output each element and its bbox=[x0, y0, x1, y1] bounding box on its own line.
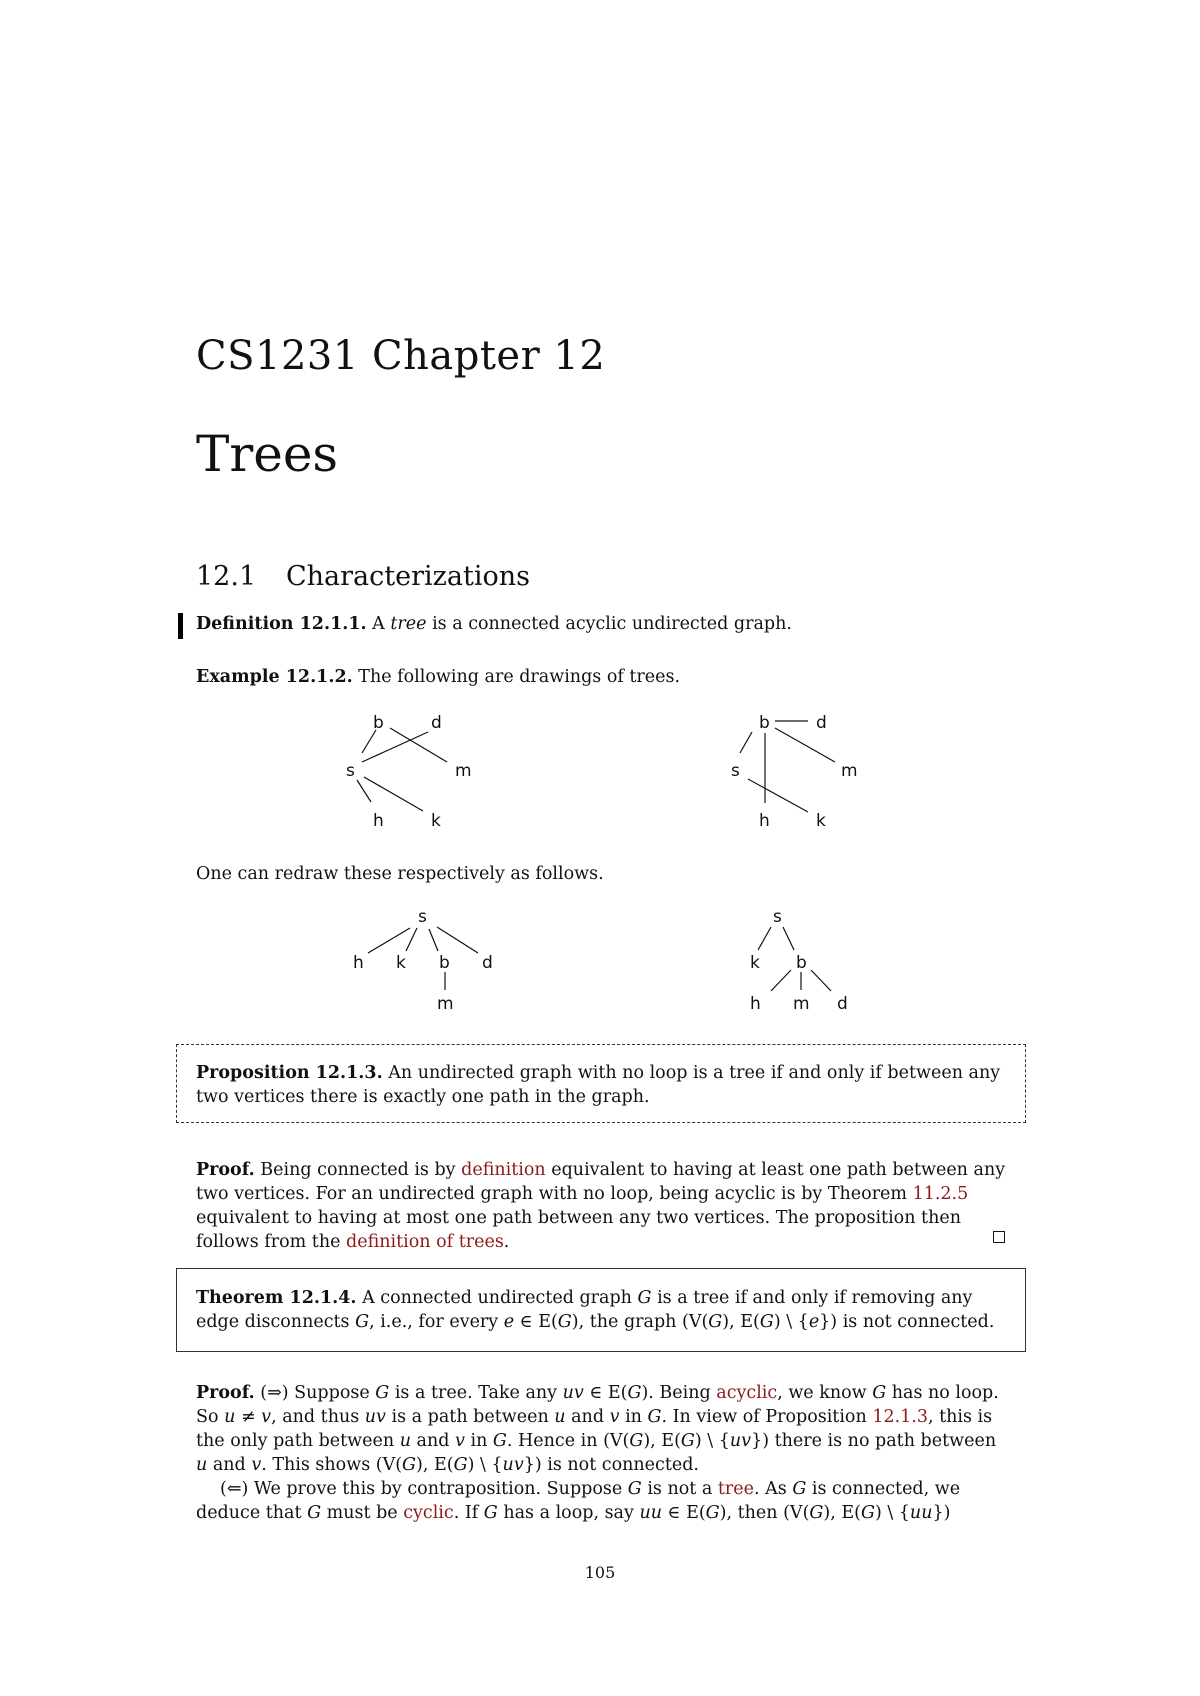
definition-text-post: is a connected acyclic undirected graph. bbox=[426, 614, 792, 634]
text-span: (⇐) We prove this by contraposition. Suppose bbox=[220, 1479, 628, 1499]
text-span: is a tree if and only if removing any edge disconnects bbox=[196, 1288, 973, 1332]
text-span: . This shows (V( bbox=[261, 1455, 403, 1475]
theorem-11-2-5-link[interactable]: 11.2.5 bbox=[912, 1184, 969, 1204]
g1-vertex-m: m bbox=[455, 761, 472, 781]
proposition-text: An undirected graph with no loop is a tree if and only if between any two vertices there is exactly one path in the graph. bbox=[196, 1063, 1001, 1107]
acyclic-link[interactable]: acyclic bbox=[716, 1383, 778, 1403]
text-span: ), E( bbox=[643, 1431, 681, 1451]
course-title: CS1231 Chapter 12 bbox=[196, 333, 606, 379]
definition-link[interactable]: definition bbox=[461, 1160, 546, 1180]
edge-g2-b-s bbox=[740, 732, 752, 753]
proposition-paragraph bbox=[196, 1061, 1006, 1109]
g1-vertex-k: k bbox=[431, 811, 441, 831]
text-span: v bbox=[251, 1455, 262, 1475]
edge-g1-s-k bbox=[364, 777, 423, 811]
edge-r1-s-b bbox=[429, 929, 438, 951]
text-span: in bbox=[619, 1407, 648, 1427]
text-span: G bbox=[759, 1312, 774, 1332]
text-span: uu bbox=[909, 1503, 933, 1523]
text-span: G bbox=[809, 1503, 824, 1523]
text-span: and bbox=[207, 1455, 252, 1475]
text-span: ∈ E( bbox=[583, 1383, 628, 1403]
text-span: uv bbox=[502, 1455, 524, 1475]
g2-vertex-h: h bbox=[759, 811, 770, 831]
text-span: G bbox=[307, 1503, 322, 1523]
proof-2-label: Proof. bbox=[196, 1383, 255, 1403]
text-span: equivalent to having at most one path between any two vertices. The proposition then follows from the bbox=[196, 1208, 961, 1252]
text-span: G bbox=[375, 1383, 390, 1403]
text-span: G bbox=[708, 1312, 723, 1332]
edge-r2-b-d bbox=[811, 970, 831, 991]
edge-r1-s-h bbox=[368, 928, 410, 953]
text-span: G bbox=[627, 1479, 642, 1499]
text-span: ), then (V( bbox=[719, 1503, 810, 1523]
proof-2-converse-paragraph bbox=[196, 1477, 1006, 1525]
text-span: ), the graph (V( bbox=[571, 1312, 709, 1332]
text-span: uv bbox=[364, 1407, 386, 1427]
text-span: G bbox=[557, 1312, 572, 1332]
g2-vertex-d: d bbox=[816, 713, 827, 733]
edge-r2-s-k bbox=[758, 927, 771, 950]
text-span: , this is the only path between bbox=[196, 1407, 993, 1451]
text-span: equivalent to having at least one path between any two vertices. For an undirected graph with no loop, being acyclic is by Theorem bbox=[196, 1160, 1006, 1204]
text-span: . bbox=[503, 1232, 510, 1252]
definition-term: tree bbox=[390, 614, 427, 634]
edge-g2-s-k bbox=[748, 779, 808, 812]
text-span: (⇒) Suppose bbox=[254, 1383, 376, 1403]
definition-of-trees-link[interactable]: definition of trees bbox=[346, 1232, 504, 1252]
edge-g1-b-s bbox=[362, 730, 376, 753]
text-span: G bbox=[872, 1383, 887, 1403]
proof-1-paragraph bbox=[196, 1158, 1006, 1254]
text-span: G bbox=[860, 1503, 875, 1523]
chapter-title: Trees bbox=[196, 425, 339, 483]
text-span: v bbox=[455, 1431, 465, 1451]
text-span: G bbox=[492, 1431, 507, 1451]
g1-vertex-h: h bbox=[373, 811, 384, 831]
text-span: G bbox=[647, 1407, 662, 1427]
text-span: G bbox=[680, 1431, 695, 1451]
r1-vertex-d: d bbox=[482, 953, 493, 973]
text-span: }) is not connected. bbox=[523, 1455, 699, 1475]
edge-g2-b-m bbox=[775, 728, 835, 762]
text-span: ) \ { bbox=[694, 1431, 730, 1451]
text-span: . If bbox=[453, 1503, 484, 1523]
text-span: v bbox=[609, 1407, 620, 1427]
text-span: must be bbox=[321, 1503, 404, 1523]
text-span: ). Being bbox=[641, 1383, 717, 1403]
text-span: uv bbox=[562, 1383, 584, 1403]
text-span: e bbox=[808, 1312, 820, 1332]
r2-vertex-d: d bbox=[837, 994, 848, 1014]
text-span: A connected undirected graph bbox=[356, 1288, 638, 1308]
text-span: , we know bbox=[777, 1383, 873, 1403]
text-span: G bbox=[705, 1503, 720, 1523]
text-span: and bbox=[410, 1431, 456, 1451]
text-span: is connected, we deduce that bbox=[196, 1479, 961, 1523]
text-span: G bbox=[483, 1503, 498, 1523]
text-span: uu bbox=[639, 1503, 662, 1523]
g2-vertex-b: b bbox=[759, 713, 770, 733]
text-span: G bbox=[453, 1455, 468, 1475]
text-span: G bbox=[355, 1312, 370, 1332]
text-span: ≠ bbox=[235, 1407, 262, 1427]
edge-r2-s-b bbox=[783, 927, 794, 950]
example-text: The following are drawings of trees. bbox=[352, 667, 681, 687]
edge-r1-s-k bbox=[406, 928, 417, 951]
text-span: in bbox=[464, 1431, 493, 1451]
cyclic-link[interactable]: cyclic bbox=[403, 1503, 454, 1523]
g1-vertex-d: d bbox=[431, 713, 442, 733]
r2-vertex-s: s bbox=[773, 907, 782, 927]
text-span: . In view of Proposition bbox=[661, 1407, 873, 1427]
r1-vertex-s: s bbox=[418, 907, 427, 927]
g2-vertex-s: s bbox=[731, 761, 740, 781]
text-span: ∈ E( bbox=[514, 1312, 558, 1332]
edge-r2-b-h bbox=[771, 970, 791, 991]
text-span: ), E( bbox=[823, 1503, 861, 1523]
text-span: ) \ { bbox=[467, 1455, 503, 1475]
text-span: has no loop. So bbox=[196, 1383, 999, 1427]
example-label: Example 12.1.2. bbox=[196, 667, 353, 687]
r1-vertex-m: m bbox=[437, 994, 454, 1014]
text-span: ), E( bbox=[722, 1312, 760, 1332]
edge-r1-s-d bbox=[437, 927, 478, 953]
text-span: u bbox=[399, 1431, 411, 1451]
text-span: ∈ E( bbox=[661, 1503, 706, 1523]
text-span: G bbox=[637, 1288, 652, 1308]
definition-text-pre: A bbox=[366, 614, 391, 634]
qed-square-icon bbox=[993, 1231, 1005, 1243]
redraw-paragraph: One can redraw these respectively as follows. bbox=[196, 864, 604, 884]
edge-g1-s-h bbox=[357, 780, 371, 802]
g2-vertex-m: m bbox=[841, 761, 858, 781]
proposition-label: Proposition 12.1.3. bbox=[196, 1063, 383, 1083]
text-span: }) is not connected. bbox=[819, 1312, 995, 1332]
text-span: ) \ { bbox=[874, 1503, 910, 1523]
text-span: G bbox=[629, 1431, 644, 1451]
r2-vertex-b: b bbox=[796, 953, 807, 973]
section-number: 12.1 bbox=[196, 561, 257, 592]
r2-vertex-k: k bbox=[750, 953, 760, 973]
g1-vertex-b: b bbox=[373, 713, 384, 733]
text-span: u bbox=[224, 1407, 236, 1427]
text-span: is a tree. Take any bbox=[389, 1383, 563, 1403]
proof-1-label: Proof. bbox=[196, 1160, 255, 1180]
text-span: and bbox=[565, 1407, 610, 1427]
text-span: . Hence in (V( bbox=[506, 1431, 630, 1451]
page-number: 105 bbox=[584, 1563, 616, 1582]
g2-vertex-k: k bbox=[816, 811, 826, 831]
text-span: has a loop, say bbox=[497, 1503, 640, 1523]
tree-link[interactable]: tree bbox=[717, 1479, 754, 1499]
theorem-label: Theorem 12.1.4. bbox=[196, 1288, 357, 1308]
definition-label: Definition 12.1.1. bbox=[196, 614, 367, 634]
r1-vertex-k: k bbox=[396, 953, 406, 973]
text-span: Being connected is by bbox=[254, 1160, 462, 1180]
text-span: v bbox=[261, 1407, 272, 1427]
text-span: G bbox=[402, 1455, 417, 1475]
r2-vertex-m: m bbox=[793, 994, 810, 1014]
text-span: }) bbox=[932, 1503, 951, 1523]
text-span: is a path between bbox=[385, 1407, 555, 1427]
text-span: }) there is no path between bbox=[751, 1431, 997, 1451]
text-span: u bbox=[554, 1407, 566, 1427]
r1-vertex-h: h bbox=[353, 953, 364, 973]
text-span: G bbox=[627, 1383, 642, 1403]
r2-vertex-h: h bbox=[750, 994, 761, 1014]
text-span: G bbox=[792, 1479, 807, 1499]
text-span: e bbox=[503, 1312, 515, 1332]
r1-vertex-b: b bbox=[439, 953, 450, 973]
proposition-12-1-3-link[interactable]: 12.1.3 bbox=[872, 1407, 928, 1427]
text-span: uv bbox=[729, 1431, 752, 1451]
text-span: is not a bbox=[641, 1479, 718, 1499]
text-span: . As bbox=[754, 1479, 793, 1499]
proof-2-paragraph bbox=[196, 1381, 1006, 1477]
text-span: u bbox=[196, 1455, 208, 1475]
text-span: , and thus bbox=[271, 1407, 365, 1427]
theorem-paragraph bbox=[196, 1286, 1006, 1334]
section-title: Characterizations bbox=[286, 561, 530, 592]
text-span: ) \ { bbox=[773, 1312, 809, 1332]
text-span: ), E( bbox=[416, 1455, 454, 1475]
g1-vertex-s: s bbox=[346, 761, 355, 781]
text-span: , i.e., for every bbox=[369, 1312, 504, 1332]
